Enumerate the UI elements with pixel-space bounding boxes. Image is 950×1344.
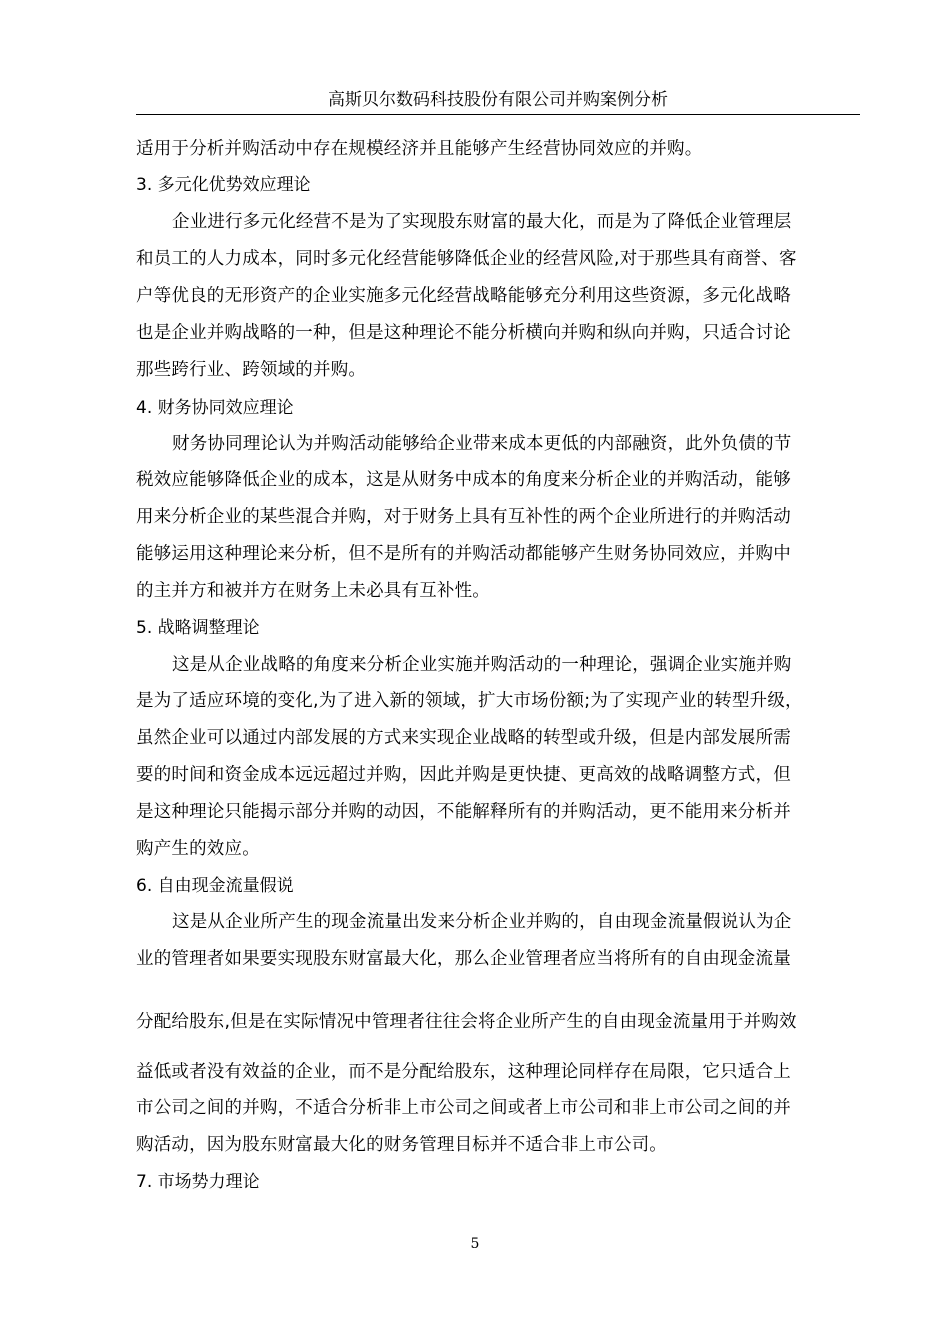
section-heading-3: 3. 多元化优势效应理论 — [136, 175, 311, 195]
paragraph-line: 这是从企业所产生的现金流量出发来分析企业并购的，自由现金流量假说认为企 — [172, 912, 792, 932]
paragraph-line: 适用于分析并购活动中存在规模经济并且能够产生经营协同效应的并购。 — [136, 139, 703, 159]
paragraph-line: 分配给股东,但是在实际情况中管理者往往会将企业所产生的自由现金流量用于并购效 — [136, 1012, 797, 1032]
paragraph-line: 税效应能够降低企业的成本，这是从财务中成本的角度来分析企业的并购活动，能够 — [136, 470, 791, 490]
paragraph-line: 要的时间和资金成本远远超过并购，因此并购是更快捷、更高效的战略调整方式，但 — [136, 765, 791, 785]
paragraph-line: 是这种理论只能揭示部分并购的动因，不能解释所有的并购活动，更不能用来分析并 — [136, 802, 791, 822]
section-heading-4: 4. 财务协同效应理论 — [136, 398, 294, 418]
paragraph-line: 虽然企业可以通过内部发展的方式来实现企业战略的转型或升级，但是内部发展所需 — [136, 728, 791, 748]
paragraph-line: 是为了适应环境的变化,为了进入新的领域，扩大市场份额;为了实现产业的转型升级， — [136, 691, 803, 711]
paragraph-line: 购活动，因为股东财富最大化的财务管理目标并不适合非上市公司。 — [136, 1135, 667, 1155]
paragraph-line: 的主并方和被并方在财务上未必具有互补性。 — [136, 581, 490, 601]
paragraph-line: 企业进行多元化经营不是为了实现股东财富的最大化，而是为了降低企业管理层 — [172, 212, 792, 232]
section-heading-5: 5. 战略调整理论 — [136, 618, 260, 638]
paragraph-line: 购产生的效应。 — [136, 839, 260, 859]
paragraph-line: 那些跨行业、跨领域的并购。 — [136, 360, 367, 380]
paragraph-line: 用来分析企业的某些混合并购，对于财务上具有互补性的两个企业所进行的并购活动 — [136, 507, 791, 527]
section-heading-7: 7. 市场势力理论 — [136, 1172, 260, 1192]
paragraph-line: 也是企业并购战略的一种，但是这种理论不能分析横向并购和纵向并购，只适合讨论 — [136, 323, 791, 343]
section-heading-6: 6. 自由现金流量假说 — [136, 876, 294, 896]
page-number: 5 — [470, 1236, 480, 1252]
paragraph-line: 这是从企业战略的角度来分析企业实施并购活动的一种理论，强调企业实施并购 — [172, 655, 792, 675]
paragraph-line: 业的管理者如果要实现股东财富最大化，那么企业管理者应当将所有的自由现金流量 — [136, 949, 791, 969]
paragraph-line: 和员工的人力成本，同时多元化经营能够降低企业的经营风险,对于那些具有商誉、客 — [136, 249, 797, 269]
paragraph-line: 能够运用这种理论来分析，但不是所有的并购活动都能够产生财务协同效应，并购中 — [136, 544, 791, 564]
paragraph-line: 户等优良的无形资产的企业实施多元化经营战略能够充分利用这些资源，多元化战略 — [136, 286, 791, 306]
paragraph-line: 益低或者没有效益的企业，而不是分配给股东，这种理论同样存在局限，它只适合上 — [136, 1062, 791, 1082]
paragraph-line: 市公司之间的并购，不适合分析非上市公司之间或者上市公司和非上市公司之间的并 — [136, 1098, 791, 1118]
paragraph-line: 财务协同理论认为并购活动能够给企业带来成本更低的内部融资，此外负债的节 — [172, 434, 792, 454]
page-header: 高斯贝尔数码科技股份有限公司并购案例分析 — [136, 88, 860, 115]
